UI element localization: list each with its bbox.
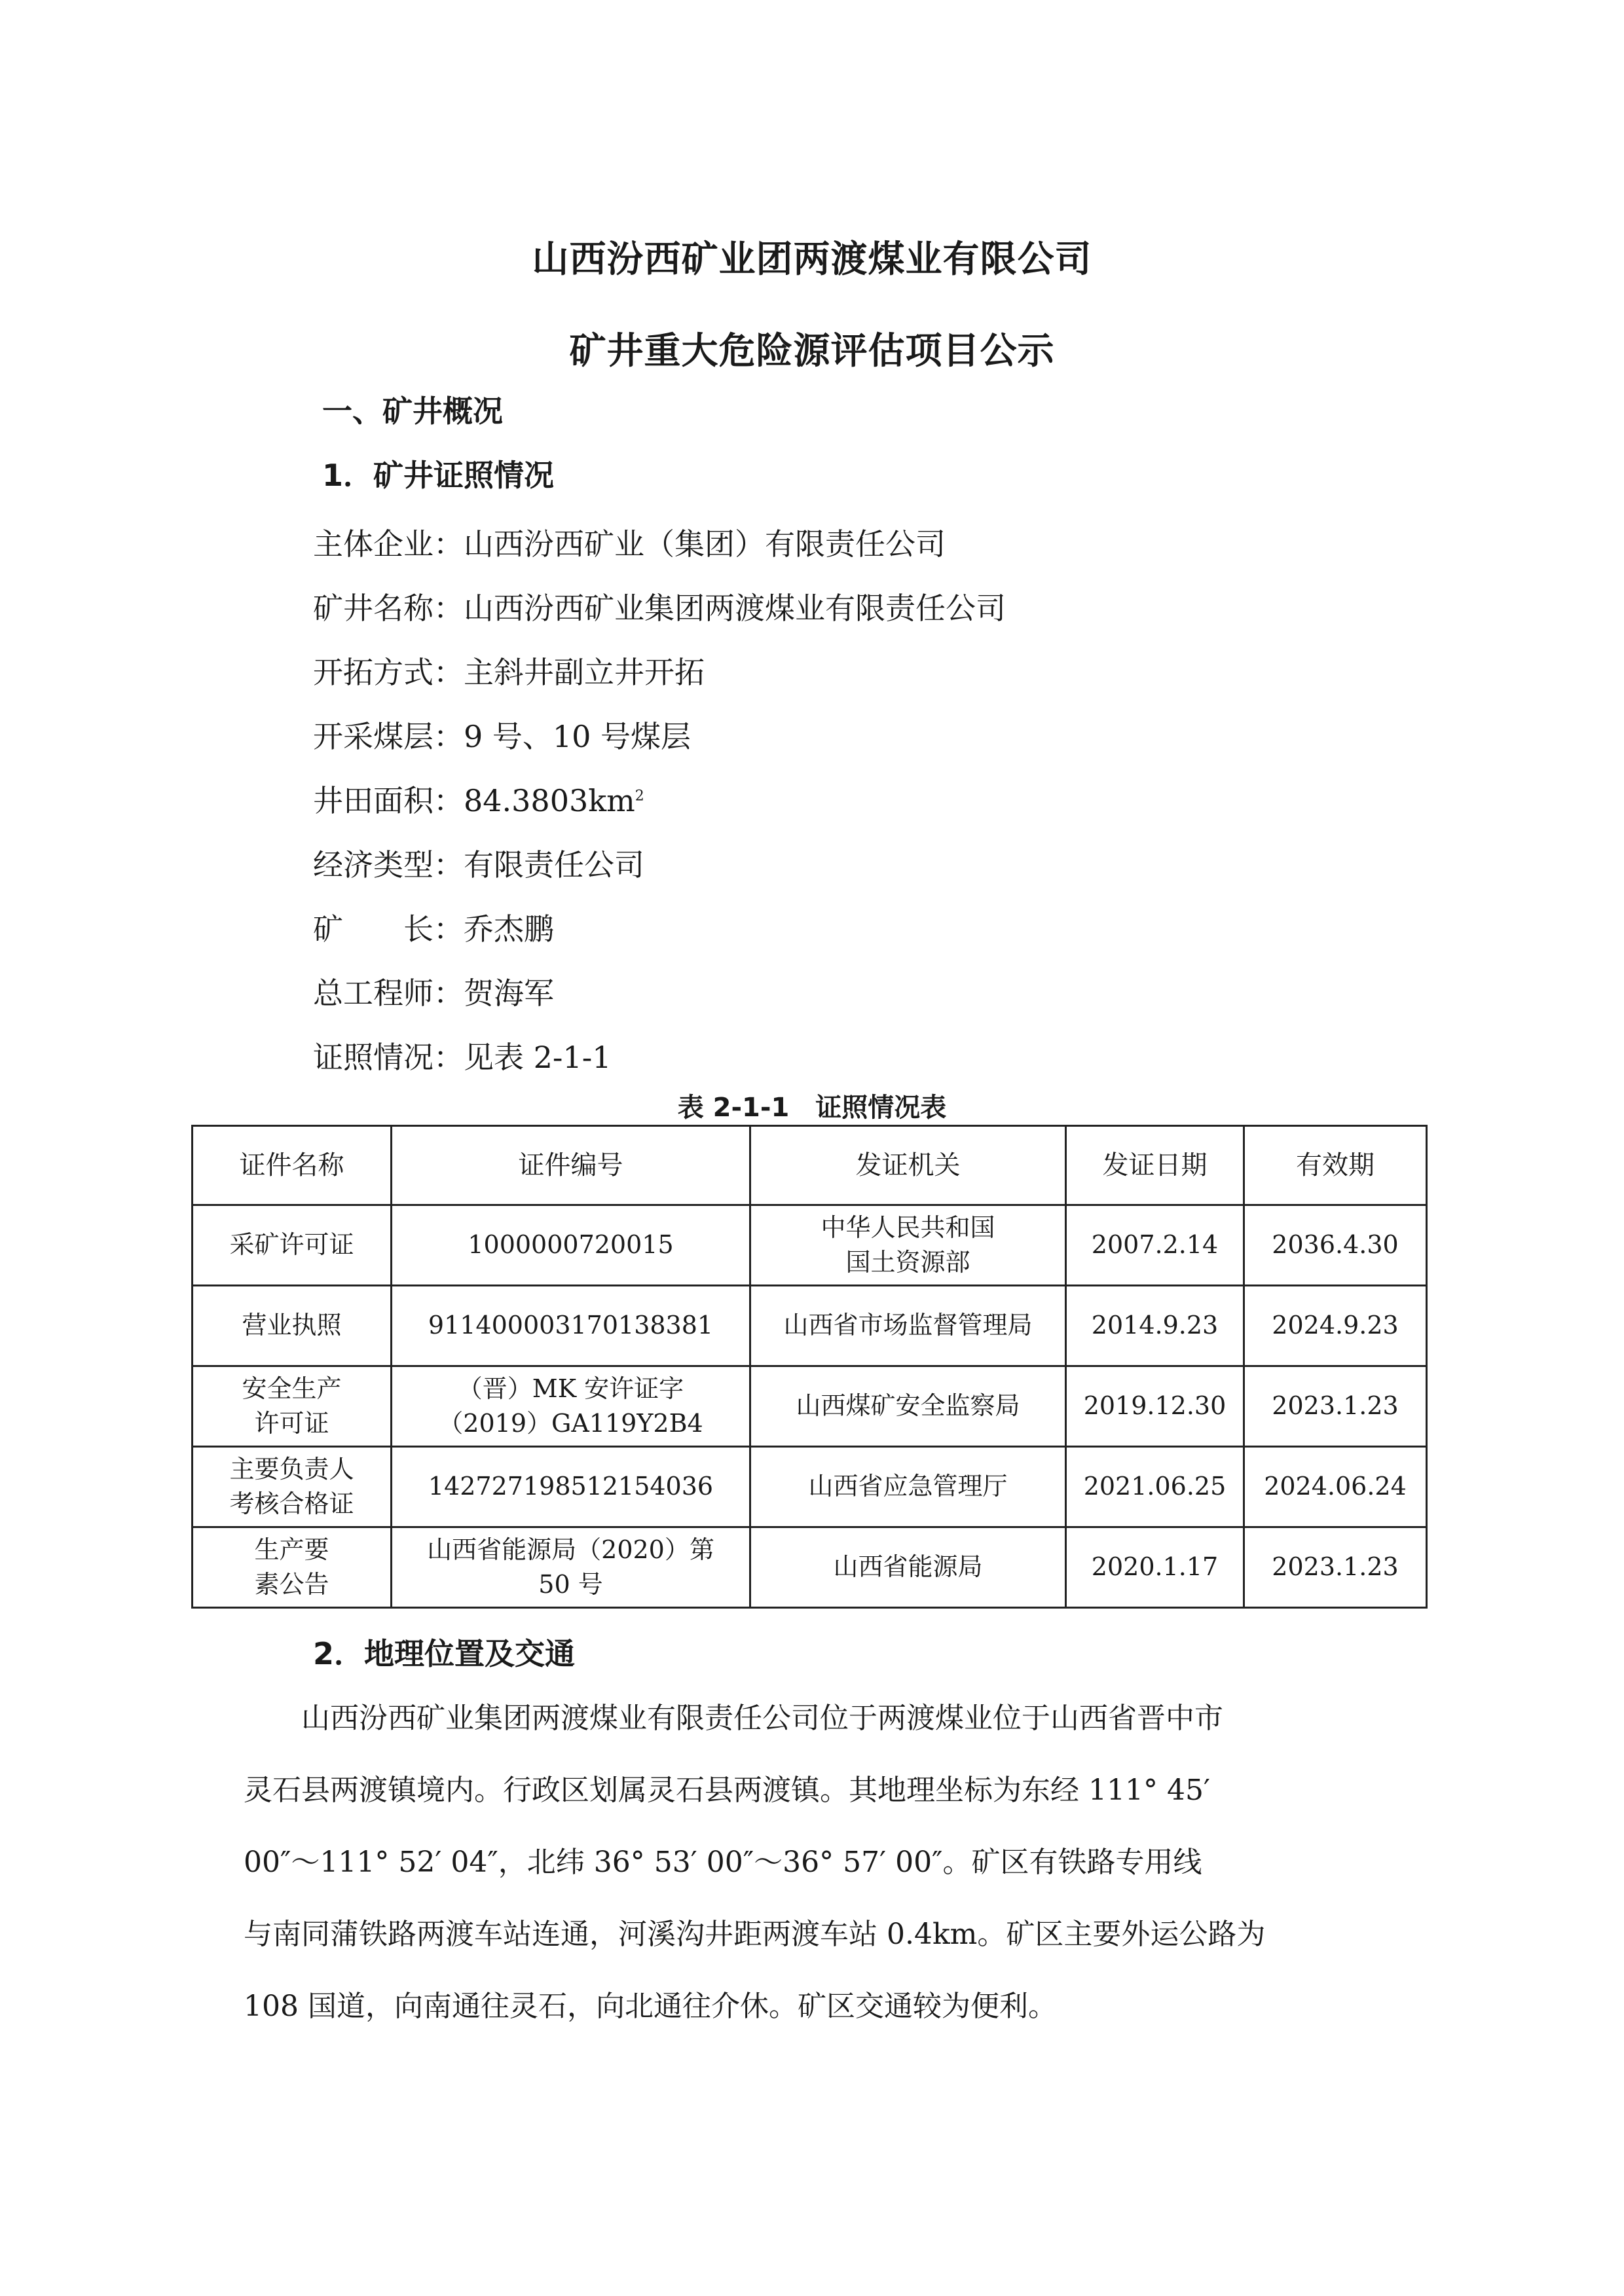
info-label: 主体企业：	[313, 526, 464, 562]
cell-issue-date: 2020.1.17	[1066, 1527, 1244, 1608]
info-line-economic-type	[313, 841, 644, 884]
info-value: 84.3803km	[464, 783, 635, 818]
cell-authority: 中华人民共和国 国土资源部	[750, 1205, 1066, 1286]
info-label: 开拓方式：	[313, 655, 464, 690]
document-title-line2: 矿井重大危险源评估项目公示	[569, 330, 1055, 373]
cell-cert-number: 911400003170138381	[392, 1286, 750, 1366]
cell-cert-name: 采矿许可证	[193, 1205, 392, 1286]
document-title-line1: 山西汾西矿业团两渡煤业有限公司	[532, 238, 1092, 281]
info-line-mine-name	[313, 585, 1006, 628]
paragraph-line: 与南同蒲铁路两渡车站连通，河溪沟井距两渡车站 0.4km。矿区主要外运公路为	[244, 1918, 1266, 1951]
cell-cert-number: （晋）MK 安许证字 （2019）GA119Y2B4	[392, 1366, 750, 1447]
cell-valid-until: 2023.1.23	[1244, 1527, 1427, 1608]
paragraph-line: 108 国道，向南通往灵石，向北通往介休。矿区交通较为便利。	[244, 1990, 1057, 2023]
info-line-mine-director	[313, 905, 554, 949]
license-table	[191, 1125, 1428, 1609]
column-header: 证件编号	[392, 1126, 750, 1205]
section-heading-overview: 一、矿井概况	[322, 393, 503, 429]
paragraph-line: 灵石县两渡镇境内。行政区划属灵石县两渡镇。其地理坐标为东经 111° 45′	[244, 1774, 1210, 1807]
column-header: 有效期	[1244, 1126, 1427, 1205]
cell-cert-name: 安全生产 许可证	[193, 1366, 392, 1447]
info-line-area	[313, 777, 644, 820]
cell-cert-name: 营业执照	[193, 1286, 392, 1366]
cell-cert-number: 142727198512154036	[392, 1447, 750, 1527]
cell-authority: 山西省应急管理厅	[750, 1447, 1066, 1527]
cell-valid-until: 2036.4.30	[1244, 1205, 1427, 1286]
info-label: 开采煤层：	[313, 719, 464, 754]
paragraph-line: 00″～111° 52′ 04″，北纬 36° 53′ 00″～36° 57′ 00″。矿区有铁路专用线	[244, 1846, 1202, 1879]
cell-authority: 山西省能源局	[750, 1527, 1066, 1608]
info-value: 有限责任公司	[464, 847, 644, 883]
table-row	[193, 1286, 1427, 1366]
info-label: 矿井名称：	[313, 591, 464, 626]
info-value: 山西汾西矿业（集团）有限责任公司	[464, 526, 946, 562]
table-header-row	[193, 1126, 1427, 1205]
column-header: 发证机关	[750, 1126, 1066, 1205]
cell-valid-until: 2024.06.24	[1244, 1447, 1427, 1527]
cell-issue-date: 2007.2.14	[1066, 1205, 1244, 1286]
column-header: 发证日期	[1066, 1126, 1244, 1205]
cell-valid-until: 2024.9.23	[1244, 1286, 1427, 1366]
cell-issue-date: 2014.9.23	[1066, 1286, 1244, 1366]
table-row	[193, 1205, 1427, 1286]
info-value-superscript: 2	[635, 788, 644, 805]
subsection-heading-licenses: 1．矿井证照情况	[322, 458, 555, 493]
info-line-chief-engineer	[313, 970, 554, 1013]
info-value: 主斜井副立井开拓	[464, 655, 705, 690]
info-line-development	[313, 649, 705, 692]
cell-issue-date: 2021.06.25	[1066, 1447, 1244, 1527]
info-value: 乔杰鹏	[464, 911, 554, 947]
column-header: 证件名称	[193, 1126, 392, 1205]
cell-cert-number: 1000000720015	[392, 1205, 750, 1286]
info-value: 见表 2-1-1	[464, 1040, 612, 1075]
table-row	[193, 1447, 1427, 1527]
cell-cert-name: 主要负责人 考核合格证	[193, 1447, 392, 1527]
info-label: 总工程师：	[313, 975, 464, 1011]
info-line-license-status	[313, 1034, 612, 1077]
info-line-coal-seams	[313, 713, 691, 756]
info-value: 9 号、10 号煤层	[464, 719, 692, 754]
info-label: 矿 长：	[313, 911, 464, 947]
info-label: 经济类型：	[313, 847, 464, 883]
cell-cert-name: 生产要 素公告	[193, 1527, 392, 1608]
info-value: 山西汾西矿业集团两渡煤业有限责任公司	[464, 591, 1006, 626]
table-caption: 表 2-1-1 证照情况表	[677, 1093, 947, 1123]
table-row	[193, 1366, 1427, 1447]
info-line-enterprise	[313, 520, 946, 564]
info-label: 井田面积：	[313, 783, 464, 818]
subsection-heading-location: 2．地理位置及交通	[313, 1636, 576, 1671]
cell-valid-until: 2023.1.23	[1244, 1366, 1427, 1447]
cell-authority: 山西煤矿安全监察局	[750, 1366, 1066, 1447]
table-row	[193, 1527, 1427, 1608]
paragraph-line: 山西汾西矿业集团两渡煤业有限责任公司位于两渡煤业位于山西省晋中市	[301, 1702, 1223, 1735]
info-label: 证照情况：	[313, 1040, 464, 1075]
cell-issue-date: 2019.12.30	[1066, 1366, 1244, 1447]
info-value: 贺海军	[464, 975, 554, 1011]
cell-cert-number: 山西省能源局（2020）第 50 号	[392, 1527, 750, 1608]
cell-authority: 山西省市场监督管理局	[750, 1286, 1066, 1366]
location-paragraph	[244, 1683, 1383, 2043]
